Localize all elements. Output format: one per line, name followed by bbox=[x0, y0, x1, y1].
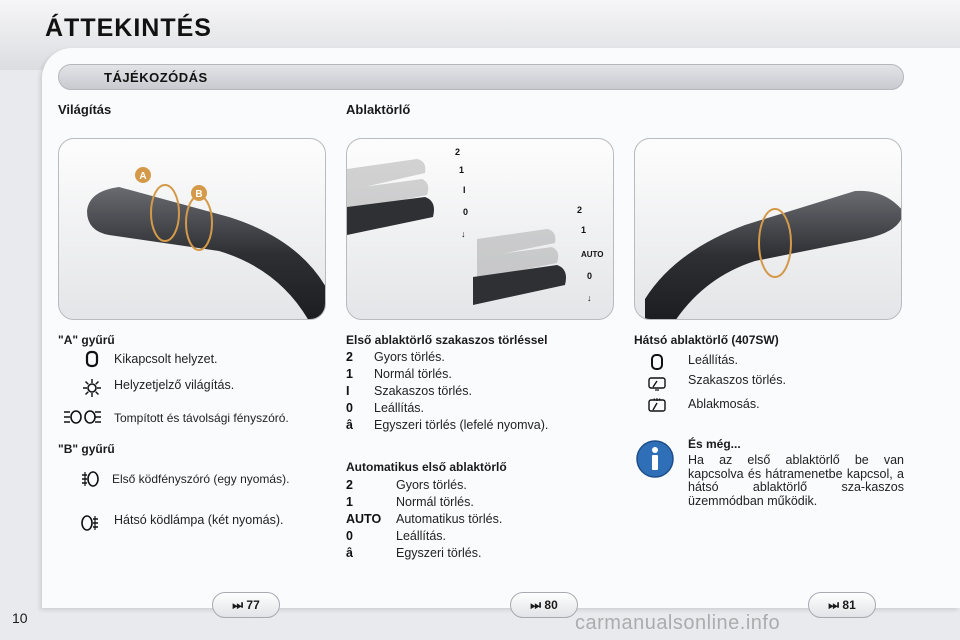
fi-text-5: Egyszeri törlés (lefelé nyomva). bbox=[374, 418, 549, 432]
mark-top-i: I bbox=[463, 185, 466, 195]
fa-code-5: â bbox=[346, 546, 353, 560]
rear-wiper-title: Hátsó ablaktörlő (407SW) bbox=[634, 333, 779, 347]
mark-bottom-2: 2 bbox=[577, 205, 583, 215]
off-position-icon bbox=[84, 350, 100, 368]
ring-a-item-2-text: Helyzetjelző világítás. bbox=[114, 378, 235, 392]
sidelights-icon bbox=[82, 378, 102, 398]
lighting-heading: Világítás bbox=[58, 102, 112, 117]
rear-wiper-stalk-image bbox=[634, 138, 902, 320]
wipers-heading: Ablaktörlő bbox=[346, 102, 411, 117]
mark-top-2: 2 bbox=[455, 147, 461, 157]
fi-code-2: 1 bbox=[346, 367, 353, 381]
info-text: Ha az első ablaktörlő be van kapcsolva és hátramenetbe kapcsol, a hátsó ablaktörlő sza-kaszos üzemmódban működik. bbox=[688, 453, 904, 508]
ring-b-item-2-text: Hátsó ködlámpa (két nyomás). bbox=[114, 513, 284, 527]
front-wiper-stalk-image bbox=[346, 138, 614, 320]
fi-code-5: â bbox=[346, 418, 353, 432]
mark-bottom-0: 0 bbox=[587, 271, 593, 281]
ring-a-title: "A" gyűrű bbox=[58, 333, 115, 347]
fi-text-1: Gyors törlés. bbox=[374, 350, 445, 364]
page-title: ÁTTEKINTÉS bbox=[45, 14, 212, 42]
fi-code-3: I bbox=[346, 384, 350, 398]
fi-code-4: 0 bbox=[346, 401, 353, 415]
rear-washer-icon bbox=[648, 397, 666, 413]
mark-bottom-down: ↓ bbox=[587, 293, 592, 303]
rear-item-3-text: Ablakmosás. bbox=[688, 397, 760, 411]
label-a-text: A bbox=[139, 171, 147, 182]
fa-text-1: Gyors törlés. bbox=[396, 478, 467, 492]
ring-b-item-1-text: Első ködfényszóró (egy nyomás). bbox=[112, 472, 290, 486]
fa-text-3: Automatikus törlés. bbox=[396, 512, 503, 526]
label-b-text: B bbox=[195, 189, 203, 200]
ring-b-title: "B" gyűrű bbox=[58, 442, 115, 456]
rear-wiper-off-icon bbox=[650, 354, 664, 370]
fa-text-2: Normál törlés. bbox=[396, 495, 474, 509]
section-title: TÁJÉKOZÓDÁS bbox=[104, 70, 208, 85]
mark-bottom-auto: AUTO bbox=[581, 250, 604, 259]
rear-item-2-text: Szakaszos törlés. bbox=[688, 373, 786, 387]
fi-code-1: 2 bbox=[346, 350, 353, 364]
fa-code-3: AUTO bbox=[346, 512, 382, 526]
rear-item-1-text: Leállítás. bbox=[688, 353, 739, 367]
fa-text-4: Leállítás. bbox=[396, 529, 447, 543]
page-ref-77[interactable] bbox=[212, 592, 280, 618]
fast-forward-icon: ⏭ bbox=[828, 598, 843, 612]
page-number: 10 bbox=[12, 610, 28, 626]
mark-top-0: 0 bbox=[463, 207, 469, 217]
fa-code-2: 1 bbox=[346, 495, 353, 509]
fast-forward-icon: ⏭ bbox=[232, 598, 247, 612]
mark-top-down: ↓ bbox=[461, 229, 466, 239]
page-ref-80-label: 80 bbox=[544, 598, 558, 612]
page-ref-77-label: 77 bbox=[246, 598, 260, 612]
info-title: És még... bbox=[688, 437, 741, 451]
ring-a-item-1-text: Kikapcsolt helyzet. bbox=[114, 352, 218, 366]
mark-bottom-1: 1 bbox=[581, 225, 587, 235]
lighting-stalk-image bbox=[58, 138, 326, 320]
fast-forward-icon: ⏭ bbox=[530, 598, 545, 612]
fa-code-1: 2 bbox=[346, 478, 353, 492]
page-ref-81-label: 81 bbox=[842, 598, 856, 612]
rear-fog-icon bbox=[80, 514, 100, 532]
page-ref-80[interactable] bbox=[510, 592, 578, 618]
front-fog-icon bbox=[80, 470, 100, 488]
lighting-stalk-shape bbox=[87, 187, 326, 320]
page-ref-81[interactable] bbox=[808, 592, 876, 618]
fi-text-4: Leállítás. bbox=[374, 401, 425, 415]
front-auto-title: Automatikus első ablaktörlő bbox=[346, 460, 507, 474]
rear-wiper-stalk-shape bbox=[645, 191, 902, 320]
headlights-icon bbox=[62, 408, 102, 426]
rear-wiper-intermittent-icon bbox=[648, 377, 666, 391]
front-intermittent-title: Első ablaktörlő szakaszos törléssel bbox=[346, 333, 548, 347]
fi-text-3: Szakaszos törlés. bbox=[374, 384, 472, 398]
mark-top-1: 1 bbox=[459, 165, 465, 175]
info-icon bbox=[636, 440, 674, 478]
watermark: carmanualsonline.info bbox=[575, 612, 781, 634]
fa-code-4: 0 bbox=[346, 529, 353, 543]
fi-text-2: Normál törlés. bbox=[374, 367, 452, 381]
ring-a-item-3-text: Tompított és távolsági fényszóró. bbox=[114, 411, 289, 425]
fa-text-5: Egyszeri törlés. bbox=[396, 546, 482, 560]
